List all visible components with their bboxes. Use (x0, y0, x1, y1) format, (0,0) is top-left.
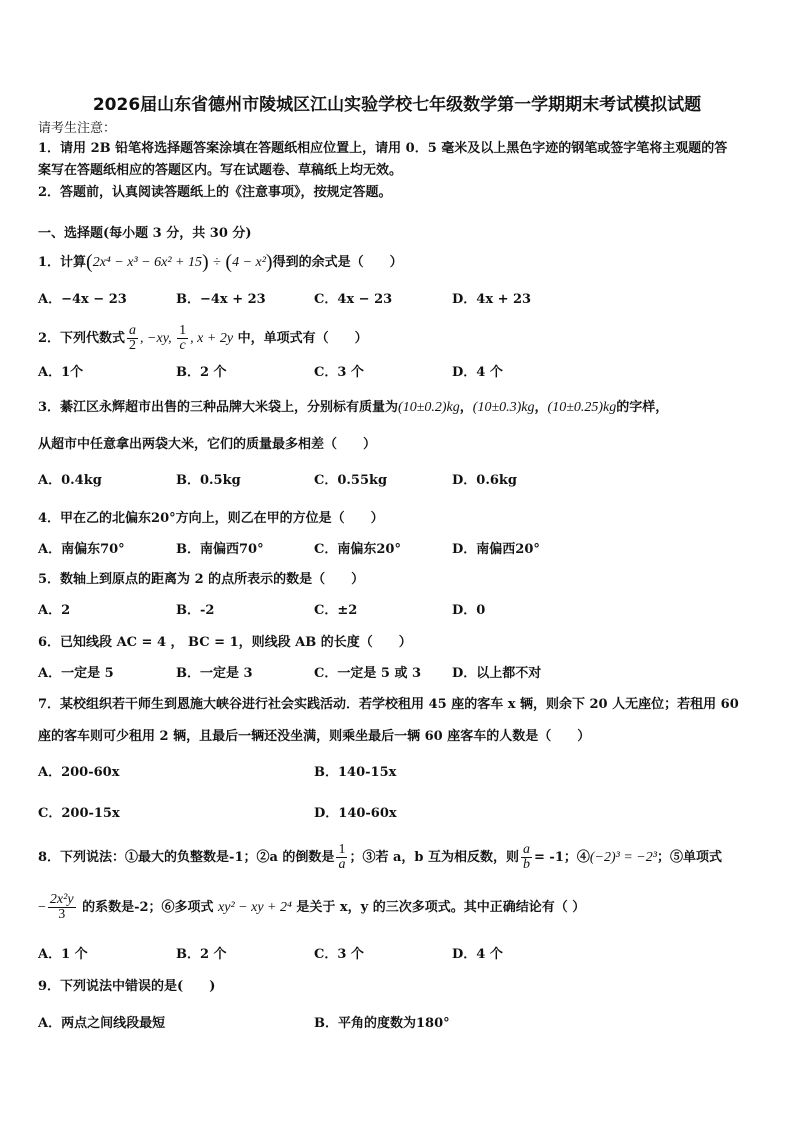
q8-option-b: B．2 个 (176, 947, 227, 962)
q1-option-b: B．−4x + 23 (176, 292, 266, 307)
question-8-line-1: 8．下列说法：①最大的负整数是-1；②a 的倒数是 $\frac{1}{a}$ ；③若 a，b 互为相反数，则 $\frac{a}{b}$ = -1；④(−2)³ = −2³；⑤单项式 (38, 842, 722, 872)
q1-option-a: A．−4x − 23 (38, 292, 127, 307)
q1-dividend: 2x⁴ − x³ − 6x² + 15 (92, 255, 202, 270)
q6-option-b: B．一定是 3 (176, 666, 253, 681)
notice-heading: 请考生注意： (38, 121, 117, 136)
q2-option-a: A．1个 (38, 365, 84, 380)
q6-option-a: A．一定是 5 (38, 666, 114, 681)
question-3-line-1: 3．綦江区永辉超市出售的三种品牌大米袋上，分别标有质量为(10±0.2)kg，(10±0.3)kg，(10±0.25)kg的字样， (38, 400, 669, 415)
page-title: 2026届山东省德州市陵城区江山实验学校七年级数学第一学期期末考试模拟试题 (92, 95, 702, 115)
q5-option-d: D．0 (452, 603, 486, 618)
q8-fraction-reciprocal: $\frac{1}{a}$ (338, 842, 346, 872)
q8-option-d: D．4 个 (452, 947, 503, 962)
q8-fraction-ratio: $\frac{a}{b}$ (523, 842, 531, 872)
q1-divide-sign: ÷ (213, 255, 221, 270)
q2-option-d: D．4 个 (452, 365, 503, 380)
q6-option-c: C．一定是 5 或 3 (314, 666, 422, 681)
q3-option-b: B．0.5kg (176, 473, 241, 488)
q2-option-b: B．2 个 (176, 365, 227, 380)
q2-term-xy: , −xy, (140, 331, 176, 346)
q7-option-c: C．200-15x (38, 806, 120, 821)
q3-option-c: C．0.55kg (314, 473, 388, 488)
q2-term-sum: , x + 2y (190, 331, 234, 346)
q9-option-a: A．两点之间线段最短 (38, 1016, 166, 1031)
q3-mass-2: (10±0.3)kg (472, 400, 535, 415)
question-5: 5．数轴上到原点的距离为 2 的点所表示的数是（ ） (38, 572, 365, 587)
q3-option-d: D．0.6kg (452, 473, 517, 488)
q3-text-b: 的字样， (616, 400, 669, 415)
q4-option-c: C．南偏东20° (314, 542, 401, 557)
q1-suffix: 得到的余式是（ ） (272, 255, 403, 270)
q8-fraction-monomial: $\frac{\text{2x²y}}{3}$ (49, 892, 74, 922)
question-6: 6．已知线段 AC = 4 ， BC = 1，则线段 AB 的长度（ ） (38, 635, 412, 650)
notice-item-1-line-1: 1．请用 2B 铅笔将选择题答案涂填在答题纸相应位置上，请用 0．5 毫米及以上黑色字迹的钢笔或签字笔将主观题的答 (38, 141, 728, 156)
q7-option-d: D．140-60x (314, 806, 397, 821)
q2-fraction-1: $\frac{a}{2}$ (129, 323, 137, 353)
question-3-line-2: 从超市中任意拿出两袋大米，它们的质量最多相差（ ） (38, 437, 377, 452)
question-1: 1．计算(2x⁴ − x³ − 6x² + 15) ÷ (4 − x²)得到的余式是（ ） (38, 251, 403, 273)
question-7-line-1: 7．某校组织若干师生到恩施大峡谷进行社会实践活动．若学校租用 45 座的客车 x 辆，则余下 20 人无座位；若租用 60 (38, 697, 739, 712)
question-9: 9．下列说法中错误的是( ) (38, 979, 216, 994)
notice-item-2: 2．答题前，认真阅读答题纸上的《注意事项》，按规定答题。 (38, 185, 392, 200)
q8-option-a: A．1 个 (38, 947, 88, 962)
q5-option-a: A．2 (38, 603, 71, 618)
question-2 (38, 321, 368, 357)
q3-mass-1: (10±0.2)kg (398, 400, 460, 415)
q5-option-c: C．±2 (314, 603, 358, 618)
q7-option-a: A．200-60x (38, 765, 120, 780)
q6-option-d: D．以上都不对 (452, 666, 542, 681)
q3-text-a: 3．綦江区永辉超市出售的三种品牌大米袋上，分别标有质量为 (38, 400, 399, 415)
question-7-line-2: 座的客车则可少租用 2 辆，且最后一辆还没坐满，则乘坐最后一辆 60 座客车的人数是（ ） (38, 729, 591, 744)
q1-prefix: 1．计算 (38, 255, 87, 270)
q1-option-d: D．4x + 23 (452, 292, 532, 307)
q4-option-d: D．南偏西20° (452, 542, 540, 557)
q8-power-expression: (−2)³ = −2³ (589, 850, 657, 865)
q9-option-b: B．平角的度数为180° (314, 1016, 450, 1031)
q4-option-a: A．南偏东70° (38, 542, 125, 557)
q8-polynomial: xy² − xy + 2⁴ (218, 900, 292, 915)
q3-option-a: A．0.4kg (38, 473, 102, 488)
question-8-line-2: − $\frac{\text{2x²y}}{3}$ 的系数是-2；⑥多项式 xy² − xy + 2⁴ 是关于 x，y 的三次多项式。其中正确结论有（ ） (38, 892, 586, 922)
q5-option-b: B．-2 (176, 603, 215, 618)
question-4: 4．甲在乙的北偏东20°方向上，则乙在甲的方位是（ ） (38, 511, 384, 526)
q2-fraction-2: $\frac{1}{c}$ (179, 323, 187, 353)
q4-option-b: B．南偏西70° (176, 542, 264, 557)
q1-option-c: C．4x − 23 (314, 292, 393, 307)
q7-option-b: B．140-15x (314, 765, 397, 780)
section-heading-choice: 一、选择题(每小题 3 分，共 30 分) (38, 226, 252, 241)
q2-suffix: 中，单项式有（ ） (237, 331, 368, 346)
q2-option-c: C．3 个 (314, 365, 364, 380)
q3-mass-3: (10±0.25)kg (547, 400, 617, 415)
q1-divisor: 4 − x² (232, 255, 266, 270)
q8-option-c: C．3 个 (314, 947, 364, 962)
q2-prefix: 2．下列代数式 (38, 331, 126, 346)
notice-item-1-line-2: 案写在答题纸相应的答题区内。写在试题卷、草稿纸上均无效。 (38, 163, 403, 178)
